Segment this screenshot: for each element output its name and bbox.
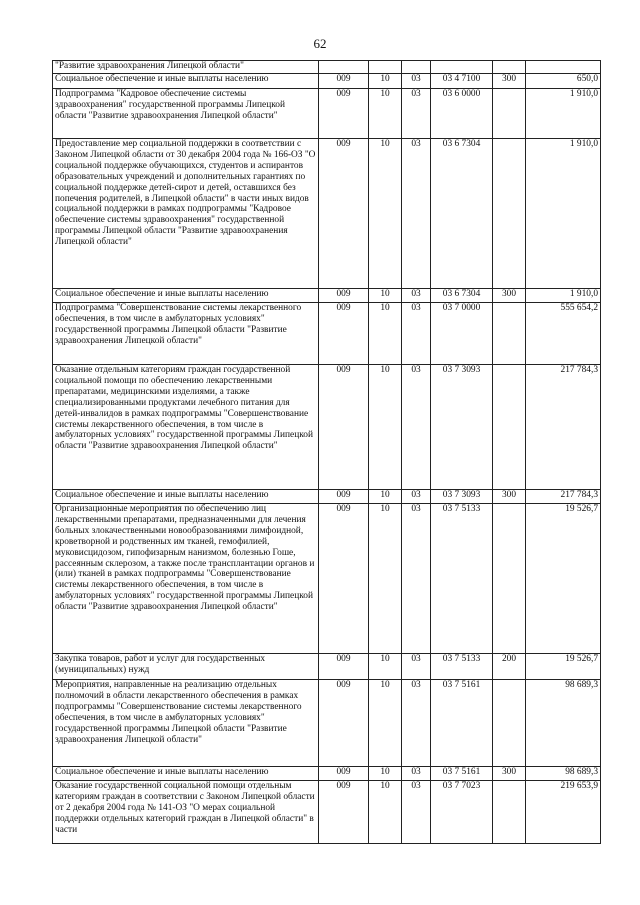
- expense-type-cell: [493, 89, 526, 139]
- section-code-cell: 10: [369, 74, 402, 89]
- target-article-cell: 03 7 5161: [431, 767, 493, 781]
- ministry-code-cell: [319, 61, 369, 74]
- amount-cell: 19 526,7: [526, 654, 601, 680]
- target-article-cell: 03 7 7023: [431, 781, 493, 844]
- table-row: [53, 303, 601, 365]
- item-name-cell: Оказание государственной социальной помощи отдельным категориям граждан в соответствии с Законом Липецкой области от 2 декабря 2004 года № 141-ОЗ "О мерах социальной поддержки отдельных категорий граждан в Липецкой области" в части: [53, 781, 319, 844]
- expense-type-cell: 300: [493, 289, 526, 303]
- ministry-code-cell: 009: [319, 74, 369, 89]
- expense-type-cell: [493, 303, 526, 365]
- expense-type-cell: [493, 61, 526, 74]
- ministry-code-cell: 009: [319, 767, 369, 781]
- ministry-code-cell: 009: [319, 680, 369, 767]
- subsection-code-cell: 03: [402, 490, 431, 504]
- target-article-cell: 03 7 5133: [431, 504, 493, 654]
- ministry-code-cell: 009: [319, 289, 369, 303]
- subsection-code-cell: 03: [402, 781, 431, 844]
- expense-type-cell: 200: [493, 654, 526, 680]
- subsection-code-cell: 03: [402, 654, 431, 680]
- section-code-cell: 10: [369, 504, 402, 654]
- target-article-cell: 03 4 7100: [431, 74, 493, 89]
- table-row: [53, 504, 601, 654]
- target-article-cell: 03 6 7304: [431, 289, 493, 303]
- ministry-code-cell: 009: [319, 365, 369, 490]
- item-name-cell: Оказание отдельным категориям граждан государственной социальной помощи по обеспечению лекарственными препаратами, медицинскими изделиями, а также специализированными продуктами лечебного питания для детей-инвалидов в рамках подпрограммы "Совершенствование системы лекарственного обеспечения, в том числе в амбулаторных условиях" государственной программы Липецкой области "Развитие здравоохранения Липецкой области": [53, 365, 319, 490]
- item-name-cell: Мероприятия, направленные на реализацию отдельных полномочий в области лекарственного обеспечения в рамках подпрограммы "Совершенствование системы лекарственного обеспечения, в том числе в амбулаторных условиях" государственной программы Липецкой области "Развитие здравоохранения Липецкой области": [53, 680, 319, 767]
- expense-type-cell: [493, 365, 526, 490]
- subsection-code-cell: 03: [402, 89, 431, 139]
- target-article-cell: 03 7 0000: [431, 303, 493, 365]
- target-article-cell: 03 7 3093: [431, 365, 493, 490]
- section-code-cell: [369, 61, 402, 74]
- target-article-cell: [431, 61, 493, 74]
- amount-cell: 650,0: [526, 74, 601, 89]
- expense-type-cell: 300: [493, 490, 526, 504]
- target-article-cell: 03 7 3093: [431, 490, 493, 504]
- subsection-code-cell: 03: [402, 365, 431, 490]
- section-code-cell: 10: [369, 654, 402, 680]
- amount-cell: 217 784,3: [526, 490, 601, 504]
- amount-cell: 98 689,3: [526, 680, 601, 767]
- section-code-cell: 10: [369, 767, 402, 781]
- target-article-cell: 03 7 5133: [431, 654, 493, 680]
- ministry-code-cell: 009: [319, 504, 369, 654]
- item-name-cell: Социальное обеспечение и иные выплаты населению: [53, 289, 319, 303]
- ministry-code-cell: 009: [319, 654, 369, 680]
- subsection-code-cell: 03: [402, 289, 431, 303]
- expense-type-cell: 300: [493, 767, 526, 781]
- subsection-code-cell: 03: [402, 504, 431, 654]
- section-code-cell: 10: [369, 365, 402, 490]
- budget-table: [52, 60, 601, 844]
- section-code-cell: 10: [369, 89, 402, 139]
- ministry-code-cell: 009: [319, 89, 369, 139]
- table-row: [53, 767, 601, 781]
- amount-cell: [526, 61, 601, 74]
- section-code-cell: 10: [369, 680, 402, 767]
- subsection-code-cell: 03: [402, 139, 431, 289]
- item-name-cell: Социальное обеспечение и иные выплаты населению: [53, 490, 319, 504]
- table-row: [53, 74, 601, 89]
- item-name-cell: Предоставление мер социальной поддержки в соответствии с Законом Липецкой области от 30 декабря 2004 года № 166-ОЗ "О социальной поддержке обучающихся, студентов и аспирантов образовательных учреждений и дополнительных гарантиях по социальной поддержке детей-сирот и детей, оставшихся без попечения родителей, в Липецкой области" в части иных видов социальной поддержки в рамках подпрограммы "Кадровое обеспечение системы здравоохранения" государственной программы Липецкой области "Развитие здравоохранения Липецкой области": [53, 139, 319, 289]
- table-row: [53, 654, 601, 680]
- table-row: [53, 781, 601, 844]
- expense-type-cell: 300: [493, 74, 526, 89]
- item-name-cell: Социальное обеспечение и иные выплаты населению: [53, 74, 319, 89]
- subsection-code-cell: [402, 61, 431, 74]
- amount-cell: 1 910,0: [526, 89, 601, 139]
- section-code-cell: 10: [369, 139, 402, 289]
- amount-cell: 555 654,2: [526, 303, 601, 365]
- table-row: [53, 289, 601, 303]
- expense-type-cell: [493, 781, 526, 844]
- section-code-cell: 10: [369, 303, 402, 365]
- amount-cell: 98 689,3: [526, 767, 601, 781]
- ministry-code-cell: 009: [319, 303, 369, 365]
- amount-cell: 1 910,0: [526, 289, 601, 303]
- subsection-code-cell: 03: [402, 74, 431, 89]
- ministry-code-cell: 009: [319, 781, 369, 844]
- item-name-cell: Социальное обеспечение и иные выплаты населению: [53, 767, 319, 781]
- amount-cell: 219 653,9: [526, 781, 601, 844]
- subsection-code-cell: 03: [402, 680, 431, 767]
- expense-type-cell: [493, 139, 526, 289]
- item-name-cell: Подпрограмма "Совершенствование системы лекарственного обеспечения, в том числе в амбулаторных условиях" государственной программы Липецкой области "Развитие здравоохранения Липецкой области": [53, 303, 319, 365]
- ministry-code-cell: 009: [319, 139, 369, 289]
- item-name-cell: "Развитие здравоохранения Липецкой области": [53, 61, 319, 74]
- amount-cell: 217 784,3: [526, 365, 601, 490]
- budget-table-body: [53, 61, 601, 844]
- target-article-cell: 03 7 5161: [431, 680, 493, 767]
- page-number: 62: [313, 36, 327, 51]
- table-row: [53, 680, 601, 767]
- item-name-cell: Закупка товаров, работ и услуг для государственных (муниципальных) нужд: [53, 654, 319, 680]
- table-row: [53, 139, 601, 289]
- target-article-cell: 03 6 7304: [431, 139, 493, 289]
- table-row: [53, 89, 601, 139]
- amount-cell: 19 526,7: [526, 504, 601, 654]
- item-name-cell: Подпрограмма "Кадровое обеспечение системы здравоохранения" государственной программы Липецкой области "Развитие здравоохранения Липецкой области": [53, 89, 319, 139]
- amount-cell: 1 910,0: [526, 139, 601, 289]
- table-row: [53, 365, 601, 490]
- table-row: [53, 490, 601, 504]
- subsection-code-cell: 03: [402, 303, 431, 365]
- section-code-cell: 10: [369, 781, 402, 844]
- table-row: [53, 61, 601, 74]
- section-code-cell: 10: [369, 289, 402, 303]
- section-code-cell: 10: [369, 490, 402, 504]
- item-name-cell: Организационные мероприятия по обеспечению лиц лекарственными препаратами, предназначенными для лечения больных злокачественными новообразованиями лимфоидной, кроветворной и родственных им тканей, гемофилией, муковисцидозом, гипофизарным нанизмом, болезнью Гоше, рассеянным склерозом, а также после трансплантации органов и (или) тканей в рамках подпрограммы "Совершенствование системы лекарственного обеспечения, в том числе в амбулаторных условиях" государственной программы Липецкой области "Развитие здравоохранения Липецкой области": [53, 504, 319, 654]
- target-article-cell: 03 6 0000: [431, 89, 493, 139]
- subsection-code-cell: 03: [402, 767, 431, 781]
- expense-type-cell: [493, 680, 526, 767]
- expense-type-cell: [493, 504, 526, 654]
- ministry-code-cell: 009: [319, 490, 369, 504]
